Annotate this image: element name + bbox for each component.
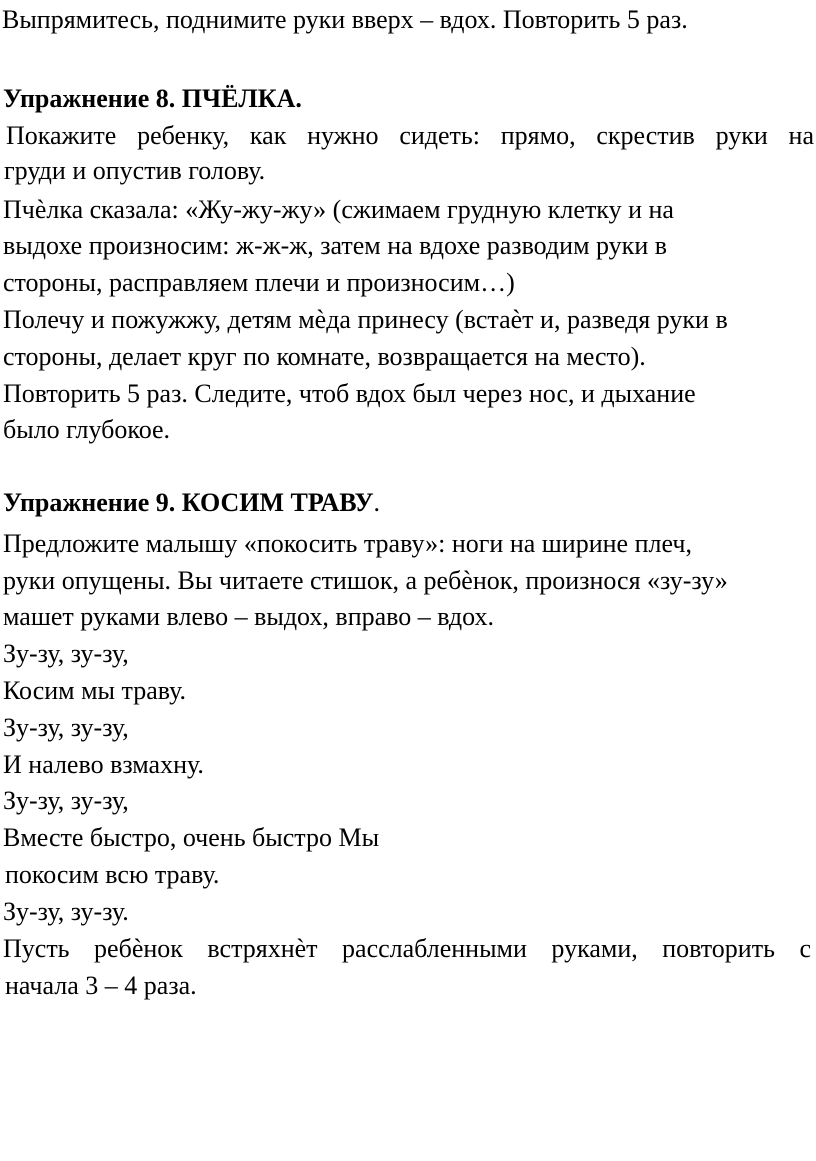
exercise-8-line: Покажите ребенку, как нужно сидеть: прямо, скрестив руки на: [6, 121, 814, 150]
poem-line: Зу-зу, зу-зу,: [3, 786, 129, 815]
exercise-9-line: машет руками влево – выдох, вправо – вдох.: [3, 602, 494, 631]
poem-line: Вместе быстро, очень быстро Мы: [3, 823, 380, 852]
exercise-9-line: начала 3 – 4 раза.: [5, 971, 197, 1000]
intro-line: Выпрямитесь, поднимите руки вверх – вдох. Повторить 5 раз.: [2, 5, 688, 34]
poem-line: Косим мы траву.: [3, 676, 187, 705]
exercise-8-line: груди и опустив голову.: [4, 156, 266, 185]
poem-line: И налево взмахну.: [3, 750, 204, 779]
exercise-9-line: Пусть ребѐнок встряхнѐт расслабленными руками, повторить с: [3, 934, 811, 963]
exercise-9-heading: Упражнение 9. КОСИМ ТРАВУ: [3, 488, 374, 517]
exercise-9-line: Предложите малышу «покосить траву»: ноги на ширине плеч,: [3, 529, 692, 558]
exercise-9-line: руки опущены. Вы читаете стишок, а ребѐнок, произнося «зу-зу»: [3, 566, 728, 595]
exercise-8-line: стороны, делает круг по комнате, возвращается на место).: [3, 342, 646, 371]
poem-line: покосим всю траву.: [5, 860, 220, 889]
exercise-8-line: было глубокое.: [3, 415, 171, 444]
exercise-8-line: стороны, расправляем плечи и произносим…): [3, 268, 515, 297]
poem-line: Зу-зу, зу-зу,: [3, 713, 129, 742]
poem-line: Зу-зу, зу-зу.: [3, 897, 129, 926]
exercise-8-heading: Упражнение 8. ПЧЁЛКА.: [3, 84, 302, 113]
poem-line: Зу-зу, зу-зу,: [3, 639, 129, 668]
exercise-8-line: Повторить 5 раз. Следите, чтоб вдох был через нос, и дыхание: [3, 379, 696, 408]
exercise-9-heading-suffix: .: [373, 488, 381, 517]
exercise-8-line: выдохе произносим: ж-ж-ж, затем на вдохе разводим руки в: [3, 231, 668, 260]
exercise-9-heading-row: [3, 488, 380, 518]
exercise-8-line: Пчѐлка сказала: «Жу-жу-жу» (сжимаем грудную клетку и на: [3, 195, 674, 224]
exercise-8-line: Полечу и пожужжу, детям мѐда принесу (встаѐт и, разведя руки в: [3, 305, 728, 334]
